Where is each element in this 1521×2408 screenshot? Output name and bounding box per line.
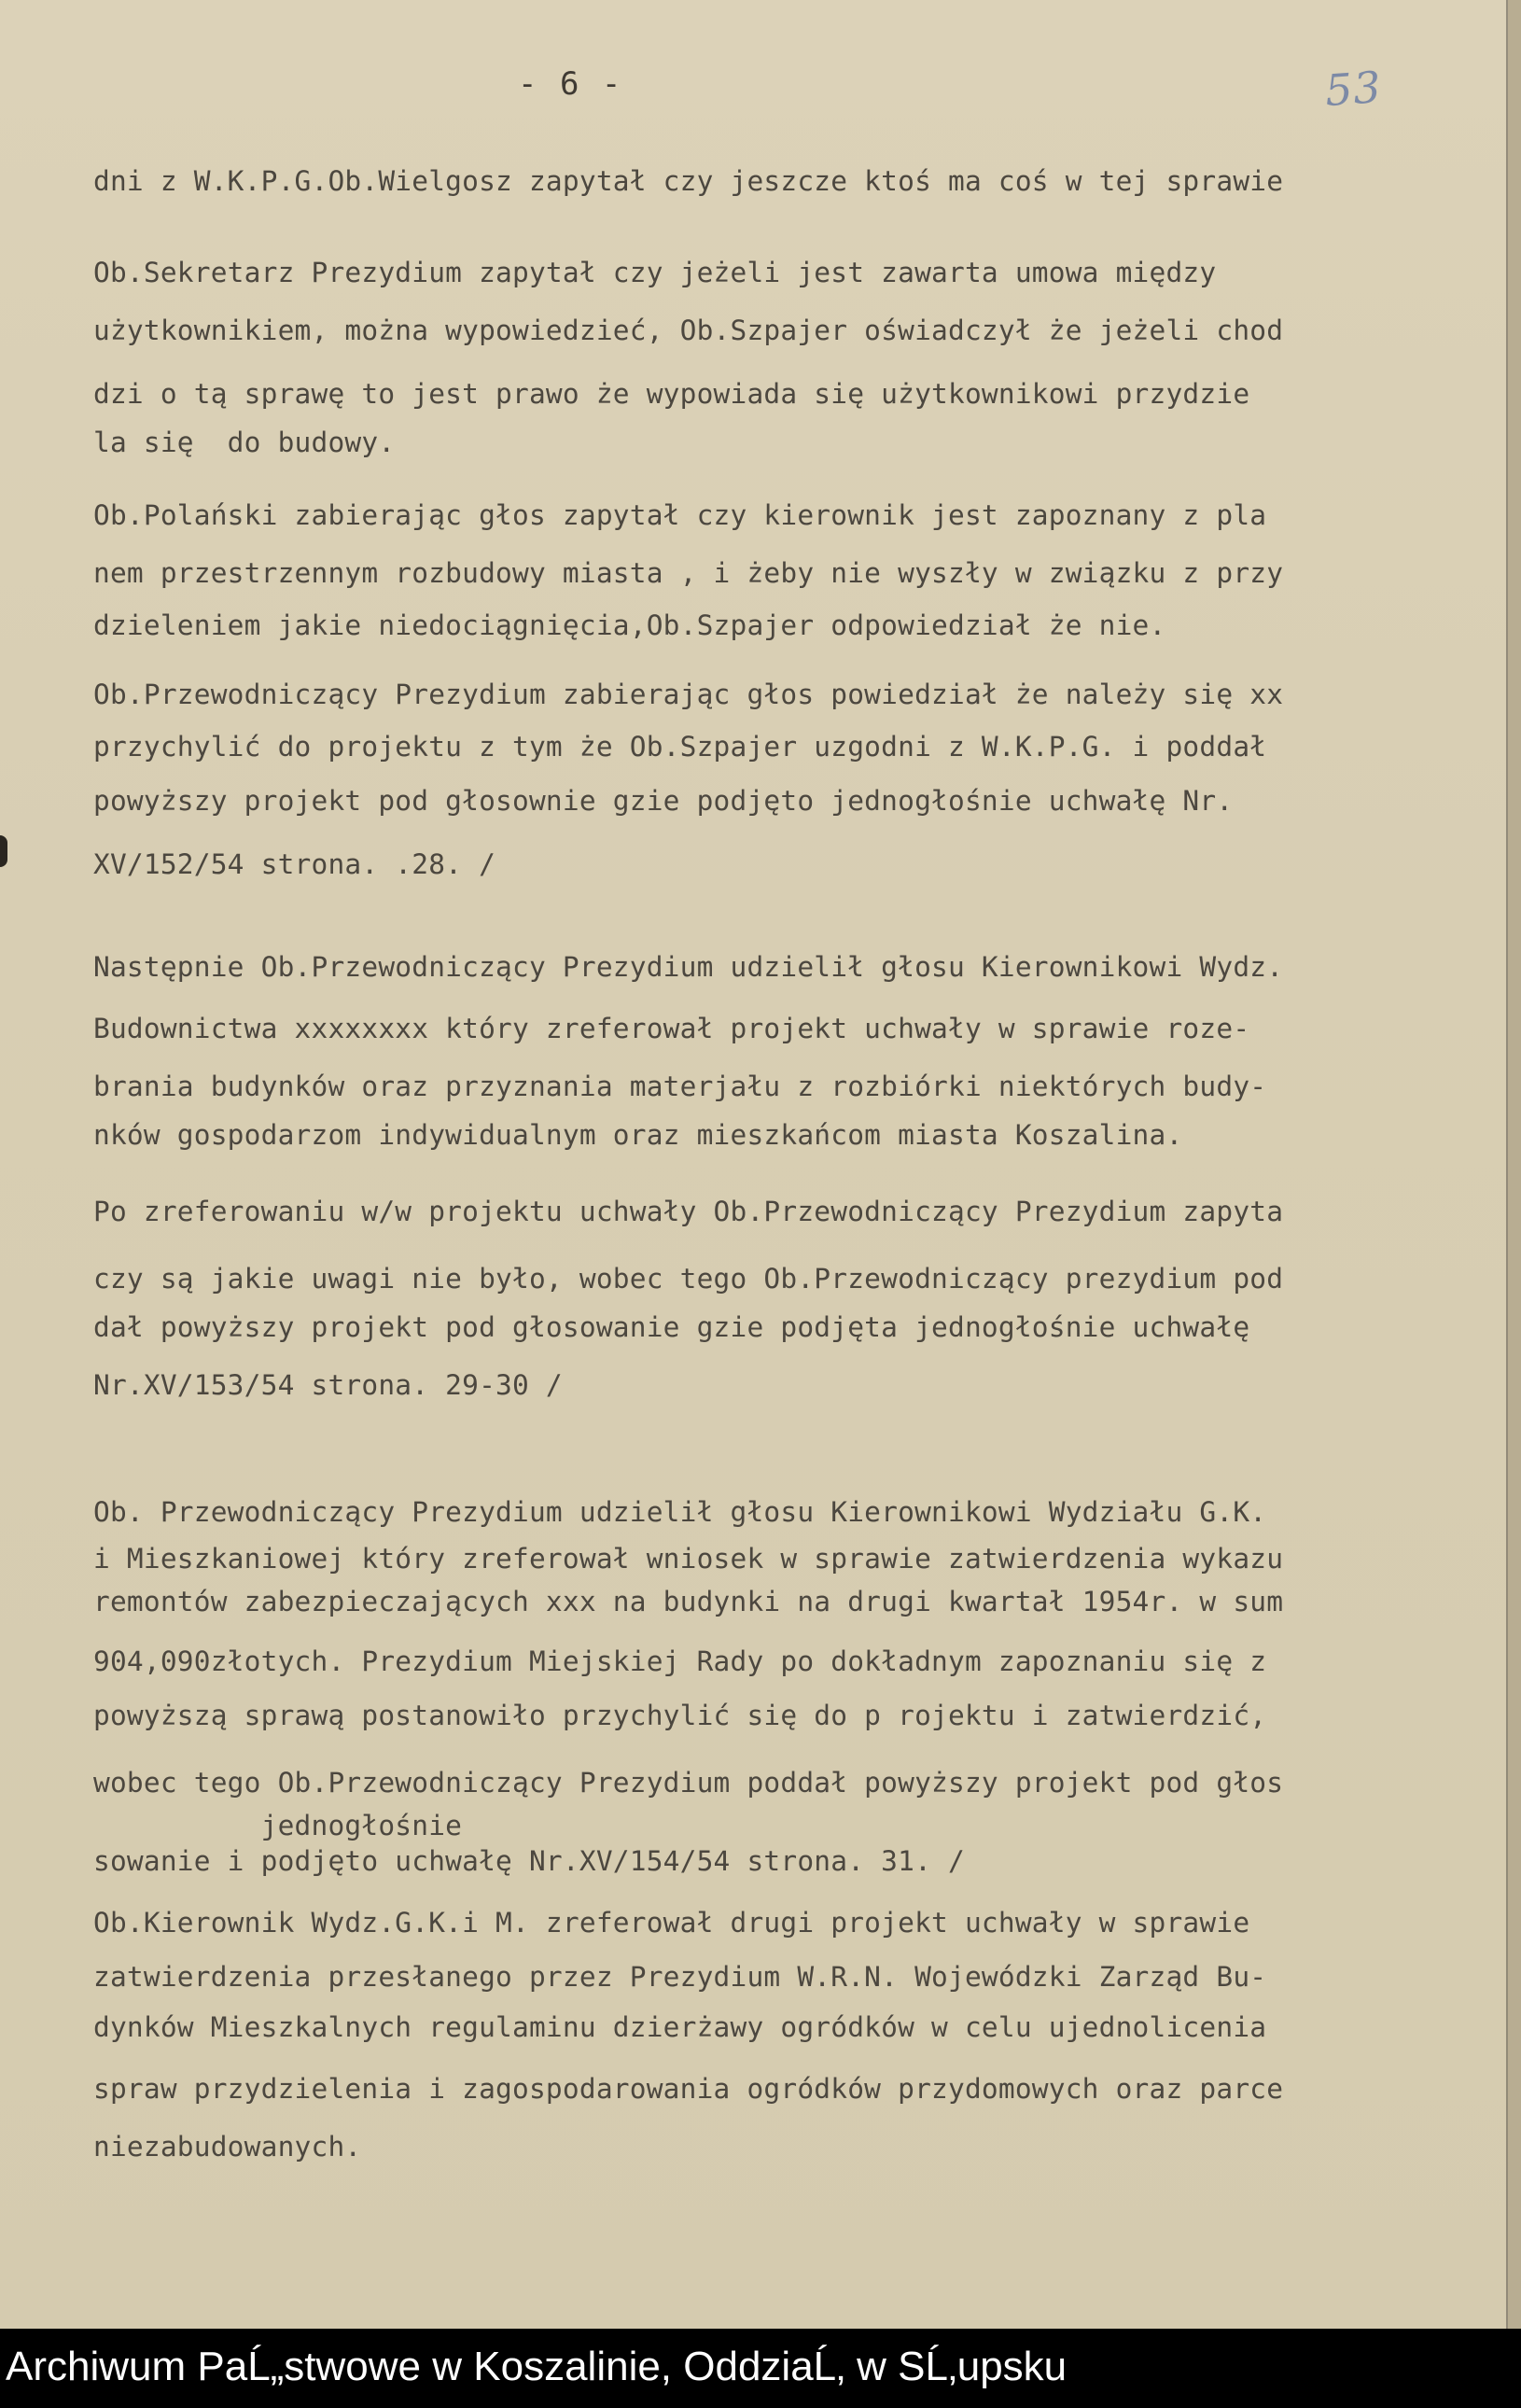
text-line: i Mieszkaniowej który zreferował wniosek w sprawie zatwierdzenia wykazu bbox=[93, 1543, 1284, 1575]
text-line: powyższy projekt pod głosownie gzie podjęto jednogłośnie uchwałę Nr. bbox=[93, 785, 1234, 817]
text-line: dzi o tą sprawę to jest prawo że wypowiada się użytkownikowi przydzie bbox=[93, 378, 1250, 410]
page-number: - 6 - bbox=[518, 65, 623, 103]
text-line: Ob.Sekretarz Prezydium zapytał czy jeżeli jest zawarta umowa między bbox=[93, 257, 1217, 288]
archive-page-number: 53 bbox=[1323, 61, 1384, 117]
text-line: 904,090złotych. Prezydium Miejskiej Rady po dokładnym zapoznaniu się z bbox=[93, 1645, 1267, 1677]
page-edge-shadow bbox=[1508, 0, 1521, 2329]
text-line: remontów zabezpieczających xxx na budynki na drugi kwartał 1954r. w sum bbox=[93, 1586, 1284, 1617]
binding-hole bbox=[0, 835, 7, 867]
text-line: spraw przydzielenia i zagospodarowania ogródków przydomowych oraz parce bbox=[93, 2073, 1284, 2105]
text-line: Ob.Przewodniczący Prezydium zabierając głos powiedział że należy się xx bbox=[93, 679, 1284, 710]
text-line: Ob.Kierownik Wydz.G.K.i M. zreferował drugi projekt uchwały w sprawie bbox=[93, 1907, 1250, 1939]
text-line: sowanie i podjęto uchwałę Nr.XV/154/54 strona. 31. / bbox=[93, 1845, 965, 1877]
text-line: dynków Mieszkalnych regulaminu dzierżawy ogródków w celu ujednolicenia bbox=[93, 2011, 1267, 2043]
text-line: la się do budowy. bbox=[93, 427, 396, 458]
archive-footer-bar bbox=[0, 2329, 1521, 2408]
text-line-insertion: jednogłośnie bbox=[93, 1810, 463, 1841]
text-line: powyższą sprawą postanowiło przychylić się do p rojektu i zatwierdzić, bbox=[93, 1700, 1267, 1731]
text-line: dni z W.K.P.G.Ob.Wielgosz zapytał czy jeszcze ktoś ma coś w tej sprawie bbox=[93, 165, 1284, 197]
text-line: XV/152/54 strona. .28. / bbox=[93, 848, 496, 880]
text-line: Ob.Polański zabierając głos zapytał czy kierownik jest zapoznany z pla bbox=[93, 499, 1267, 531]
text-line: Nr.XV/153/54 strona. 29-30 / bbox=[93, 1369, 563, 1401]
page-edge-line bbox=[1506, 0, 1508, 2329]
text-line: zatwierdzenia przesłanego przez Prezydium W.R.N. Wojewódzki Zarząd Bu- bbox=[93, 1961, 1267, 1993]
text-line: Ob. Przewodniczący Prezydium udzielił głosu Kierownikowi Wydziału G.K. bbox=[93, 1496, 1267, 1528]
text-line: niezabudowanych. bbox=[93, 2131, 362, 2163]
text-line: Budownictwa xxxxxxxx który zreferował projekt uchwały w sprawie roze- bbox=[93, 1013, 1250, 1044]
text-line: czy są jakie uwagi nie było, wobec tego Ob.Przewodniczący prezydium pod bbox=[93, 1263, 1284, 1295]
archive-footer-text: Archiwum PaĹ„stwowe w Koszalinie, OddziaĹ‚ w SĹ‚upsku bbox=[6, 2344, 1067, 2389]
text-line: nem przestrzennym rozbudowy miasta , i żeby nie wyszły w związku z przy bbox=[93, 557, 1284, 589]
text-line: dał powyższy projekt pod głosowanie gzie podjęta jednogłośnie uchwałę bbox=[93, 1311, 1250, 1343]
text-line: nków gospodarzom indywidualnym oraz mieszkańcom miasta Koszalina. bbox=[93, 1119, 1183, 1151]
text-line: brania budynków oraz przyznania materjału z rozbiórki niektórych budy- bbox=[93, 1071, 1267, 1102]
text-line: wobec tego Ob.Przewodniczący Prezydium poddał powyższy projekt pod głos bbox=[93, 1767, 1284, 1799]
text-line: użytkownikiem, można wypowiedzieć, Ob.Szpajer oświadczył że jeżeli chod bbox=[93, 315, 1284, 346]
text-line: Po zreferowaniu w/w projektu uchwały Ob.Przewodniczący Prezydium zapyta bbox=[93, 1196, 1284, 1227]
text-line: Następnie Ob.Przewodniczący Prezydium udzielił głosu Kierownikowi Wydz. bbox=[93, 951, 1284, 983]
text-line: dzieleniem jakie niedociągnięcia,Ob.Szpajer odpowiedział że nie. bbox=[93, 609, 1166, 641]
text-line: przychylić do projektu z tym że Ob.Szpajer uzgodni z W.K.P.G. i poddał bbox=[93, 731, 1267, 763]
